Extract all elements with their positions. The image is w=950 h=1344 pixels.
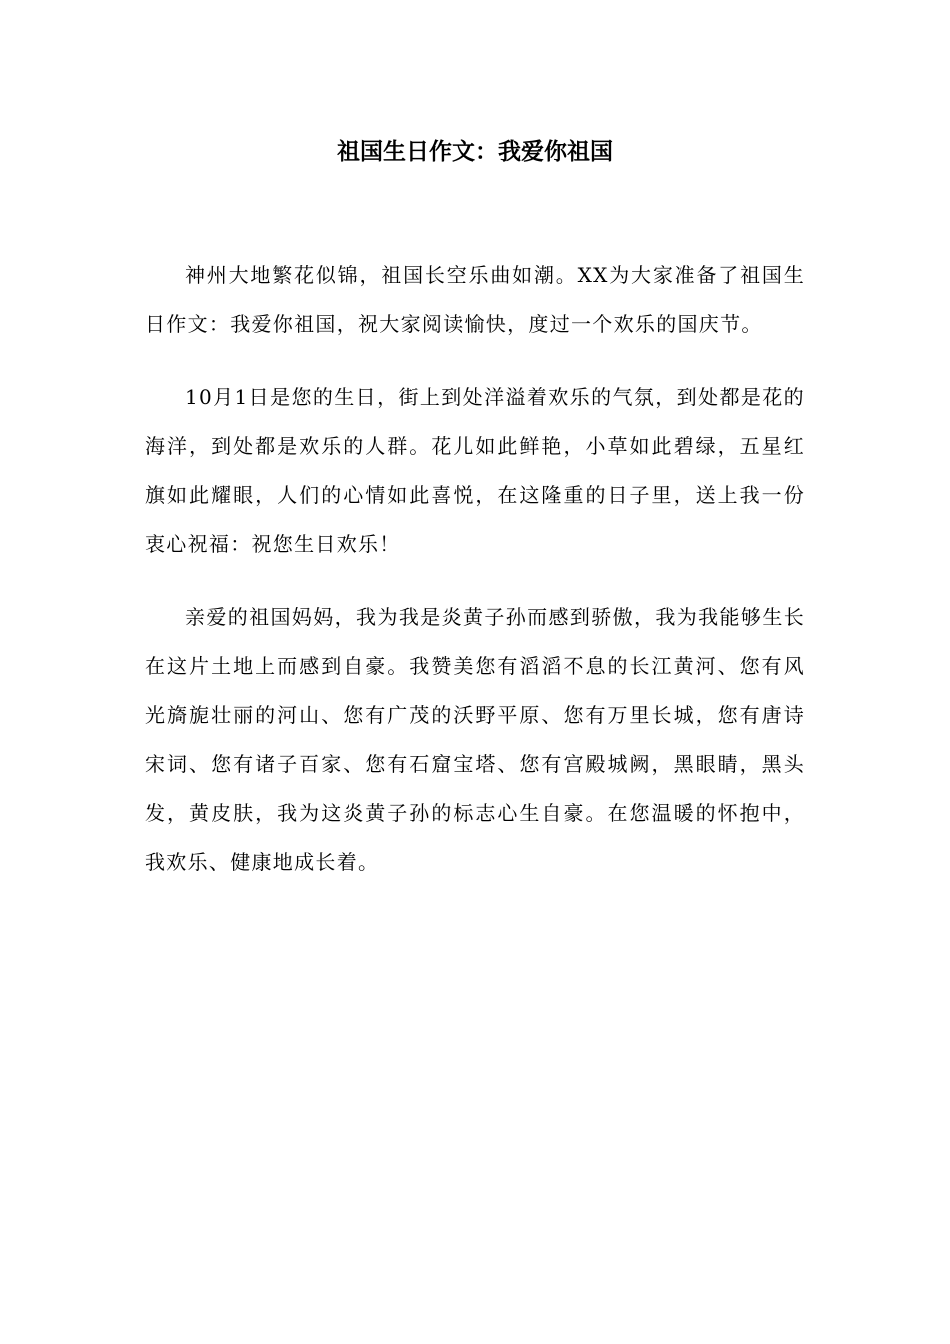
paragraph-birthday: 10月1日是您的生日，街上到处洋溢着欢乐的气氛，到处都是花的海洋，到处都是欢乐的人群。花儿如此鲜艳，小草如此碧绿，五星红旗如此耀眼，人们的心情如此喜悦，在这隆重的日子里，送上我一份衷心祝福：祝您生日欢乐！	[145, 385, 805, 556]
document-title: 祖国生日作文：我爱你祖国	[337, 138, 613, 165]
paragraph-intro: 神州大地繁花似锦，祖国长空乐曲如潮。XX为大家准备了祖国生日作文：我爱你祖国，祝大家阅读愉快，度过一个欢乐的国庆节。	[145, 263, 805, 336]
paragraph-motherland: 亲爱的祖国妈妈，我为我是炎黄子孙而感到骄傲，我为我能够生长在这片土地上而感到自豪。我赞美您有滔滔不息的长江黄河、您有风光旖旎壮丽的河山、您有广茂的沃野平原、您有万里长城，您有唐诗宋词、您有诸子百家、您有石窟宝塔、您有宫殿城阙，黑眼睛，黑头发，黄皮肤，我为这炎黄子孙的标志心生自豪。在您温暖的怀抱中，我欢乐、健康地成长着。	[145, 605, 805, 874]
document-body	[145, 251, 805, 911]
